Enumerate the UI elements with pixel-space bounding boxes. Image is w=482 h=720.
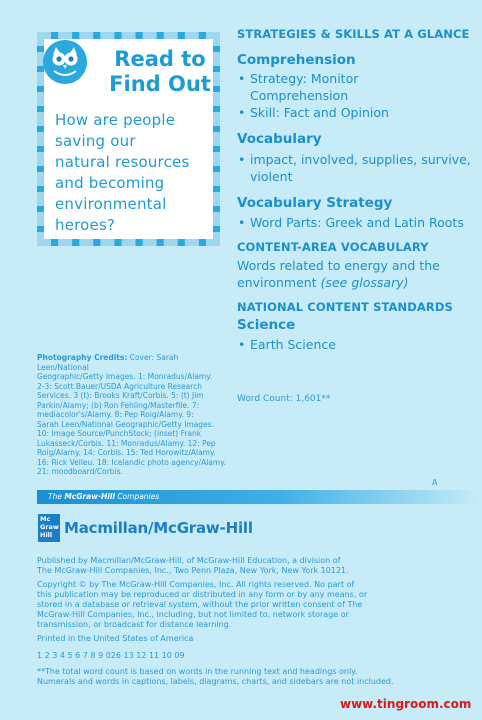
photography-credits: Photography Credits: Cover: Sarah Leen/National Geographic/Getty Images. 1: Monradus/Alamy. 2-3: Scott Bauer/USDA Agriculture Research Services. 3 (t): Brooks Kraft/Corbis. 5: (t) Jim Parkin/Alamy; (b) Ron Fehling/Masterfile. 7: mediacolor's/Alamy. 8: Pep Roig/Alamy. 9: Sarah Leen/National Geographic/Getty Images. 10: Image Source/PunchStock; (inset) Frank Lukasseck/Corbis. 11: Monradus/Alamy. 12: Pep Roig/Alamy. 14: Corbis. 15: Ted Horowitz/Alamy. 16: Rick Velleu. 18: Icelandic photo agency/Alamy. 21: moodboard/Corbis. [37,353,226,476]
content-area-text: Words related to energy and the environment (see glossary) [237,258,440,290]
copyright-notice: Copyright © by The McGraw-Hill Companies, Inc. All rights reserved. No part of this publication may be reproduced or distributed in any form or by any means, or stored in a database or retrieval system, without the prior written consent of The McGraw-Hill Companies, Inc., including, but not limited to, network storage or transmission, or broadcast for distance learning. [37,580,368,629]
publisher-band: The McGraw·Hill Companies [37,490,482,504]
printed-in: Printed in the United States of America [37,634,194,643]
printing-numbers: 1 2 3 4 5 6 7 8 9 026 13 12 11 10 09 [37,651,185,660]
glance-heading: STRATEGIES & SKILLS AT A GLANCE [237,27,470,41]
standards-heading: NATIONAL CONTENT STANDARDS [237,300,453,314]
list-item: • impact, involved, supplies, survive, violent [237,151,473,185]
word-count-footnote: **The total word count is based on words in the running text and headings only. Numerals and words in captions, labels, diagrams, charts, and sidebars are not included. [37,667,394,686]
list-item: • Strategy: Monitor Comprehension [237,70,473,104]
comprehension-heading: Comprehension [237,52,356,68]
list-item: • Word Parts: Greek and Latin Roots [237,214,473,231]
vocabulary-heading: Vocabulary [237,131,322,147]
read-to-find-out-title: Read to Find Out [109,47,211,96]
read-to-find-out-box [37,32,220,246]
list-item: • Earth Science [237,336,473,353]
mcgraw-hill-logo: Mc Graw Hill [38,514,60,542]
standards-subject: Science [237,317,296,333]
list-item: • Skill: Fact and Opinion [237,104,473,121]
vocab-strategy-heading: Vocabulary Strategy [237,195,393,211]
published-by: Published by Macmillan/McGraw-Hill, of McGraw-Hill Education, a division of The McGraw-Hill Companies, Inc., Two Penn Plaza, New York, New York 10121. [37,556,349,575]
focus-question: How are people saving our natural resources and becoming environmental heroes? [55,111,190,234]
watermark: www.tingroom.com [340,697,472,711]
word-count: Word Count: 1,601** [237,394,331,404]
publisher-name: Macmillan/McGraw-Hill [64,519,253,537]
content-area-heading: CONTENT-AREA VOCABULARY [237,240,429,254]
skills-at-a-glance [237,26,473,353]
owl-icon [40,37,90,87]
level-letter: A [432,478,438,487]
